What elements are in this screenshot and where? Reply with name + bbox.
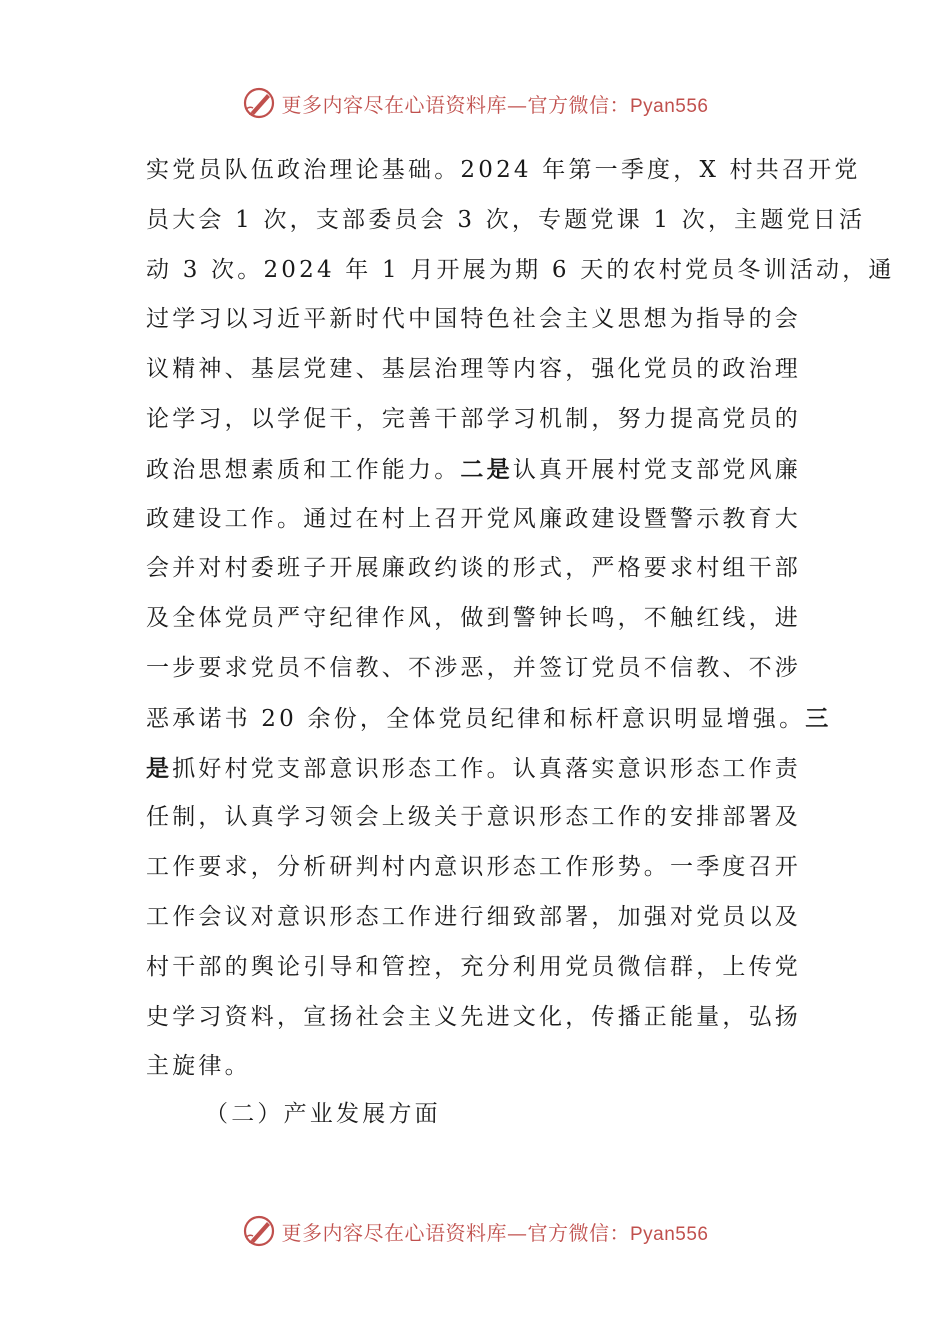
body-line: 主旋律。	[146, 1053, 251, 1080]
pen-logo-icon	[241, 85, 277, 121]
footer-banner	[0, 1208, 950, 1254]
body-line: 一步要求党员不信教、不涉恶，并签订党员不信教、不涉	[146, 654, 801, 681]
body-line: 会并对村委班子开展廉政约谈的形式，严格要求村组干部	[146, 555, 801, 582]
body-line: 史学习资料，宣扬社会主义先进文化，传播正能量，弘扬	[146, 1003, 801, 1030]
body-line: 是抓好村党支部意识形态工作。认真落实意识形态工作责	[146, 754, 802, 782]
body-line: 恶承诺书 20 余份，全体党员纪律和标杆意识明显增强。三	[146, 704, 832, 732]
body-line: 动 3 次。2024 年 1 月开展为期 6 天的农村党员冬训活动，通	[146, 256, 895, 283]
point-marker-three-a: 三	[805, 704, 832, 732]
body-paragraph	[146, 146, 895, 1092]
footer-banner-text: 更多内容尽在心语资料库—官方微信：Pyan556	[281, 1220, 709, 1245]
point-marker-three-b: 是	[146, 754, 173, 782]
body-line: 及全体党员严守纪律作风，做到警钟长鸣，不触红线，进	[146, 605, 801, 632]
body-line: 过学习以习近平新时代中国特色社会主义思想为指导的会	[146, 306, 801, 333]
body-line: 任制，认真学习领会上级关于意识形态工作的安排部署及	[146, 804, 801, 831]
footer-brand: Pyan556	[629, 1223, 709, 1245]
header-banner	[0, 80, 950, 126]
body-line: 工作要求，分析研判村内意识形态工作形势。一季度召开	[146, 854, 801, 881]
point-marker-two: 二是	[460, 455, 513, 483]
body-line: 员大会 1 次，支部委员会 3 次，专题党课 1 次，主题党日活	[146, 206, 866, 233]
body-line: 议精神、基层党建、基层治理等内容，强化党员的政治理	[146, 356, 801, 383]
body-line: 村干部的舆论引导和管控，充分利用党员微信群，上传党	[146, 953, 801, 980]
body-line: 论学习，以学促干，完善干部学习机制，努力提高党员的	[146, 405, 801, 432]
pen-logo-icon	[241, 1213, 277, 1249]
body-line: 政建设工作。通过在村上召开党风廉政建设暨警示教育大	[146, 505, 801, 532]
header-brand: Pyan556	[629, 95, 709, 117]
header-banner-text: 更多内容尽在心语资料库—官方微信：Pyan556	[281, 92, 709, 117]
section-heading: （二）产业发展方面	[205, 1101, 441, 1127]
body-line: 工作会议对意识形态工作进行细致部署，加强对党员以及	[146, 903, 801, 930]
body-line: 政治思想素质和工作能力。二是认真开展村党支部党风廉	[146, 455, 802, 483]
body-line: 实党员队伍政治理论基础。2024 年第一季度，X 村共召开党	[146, 157, 861, 183]
